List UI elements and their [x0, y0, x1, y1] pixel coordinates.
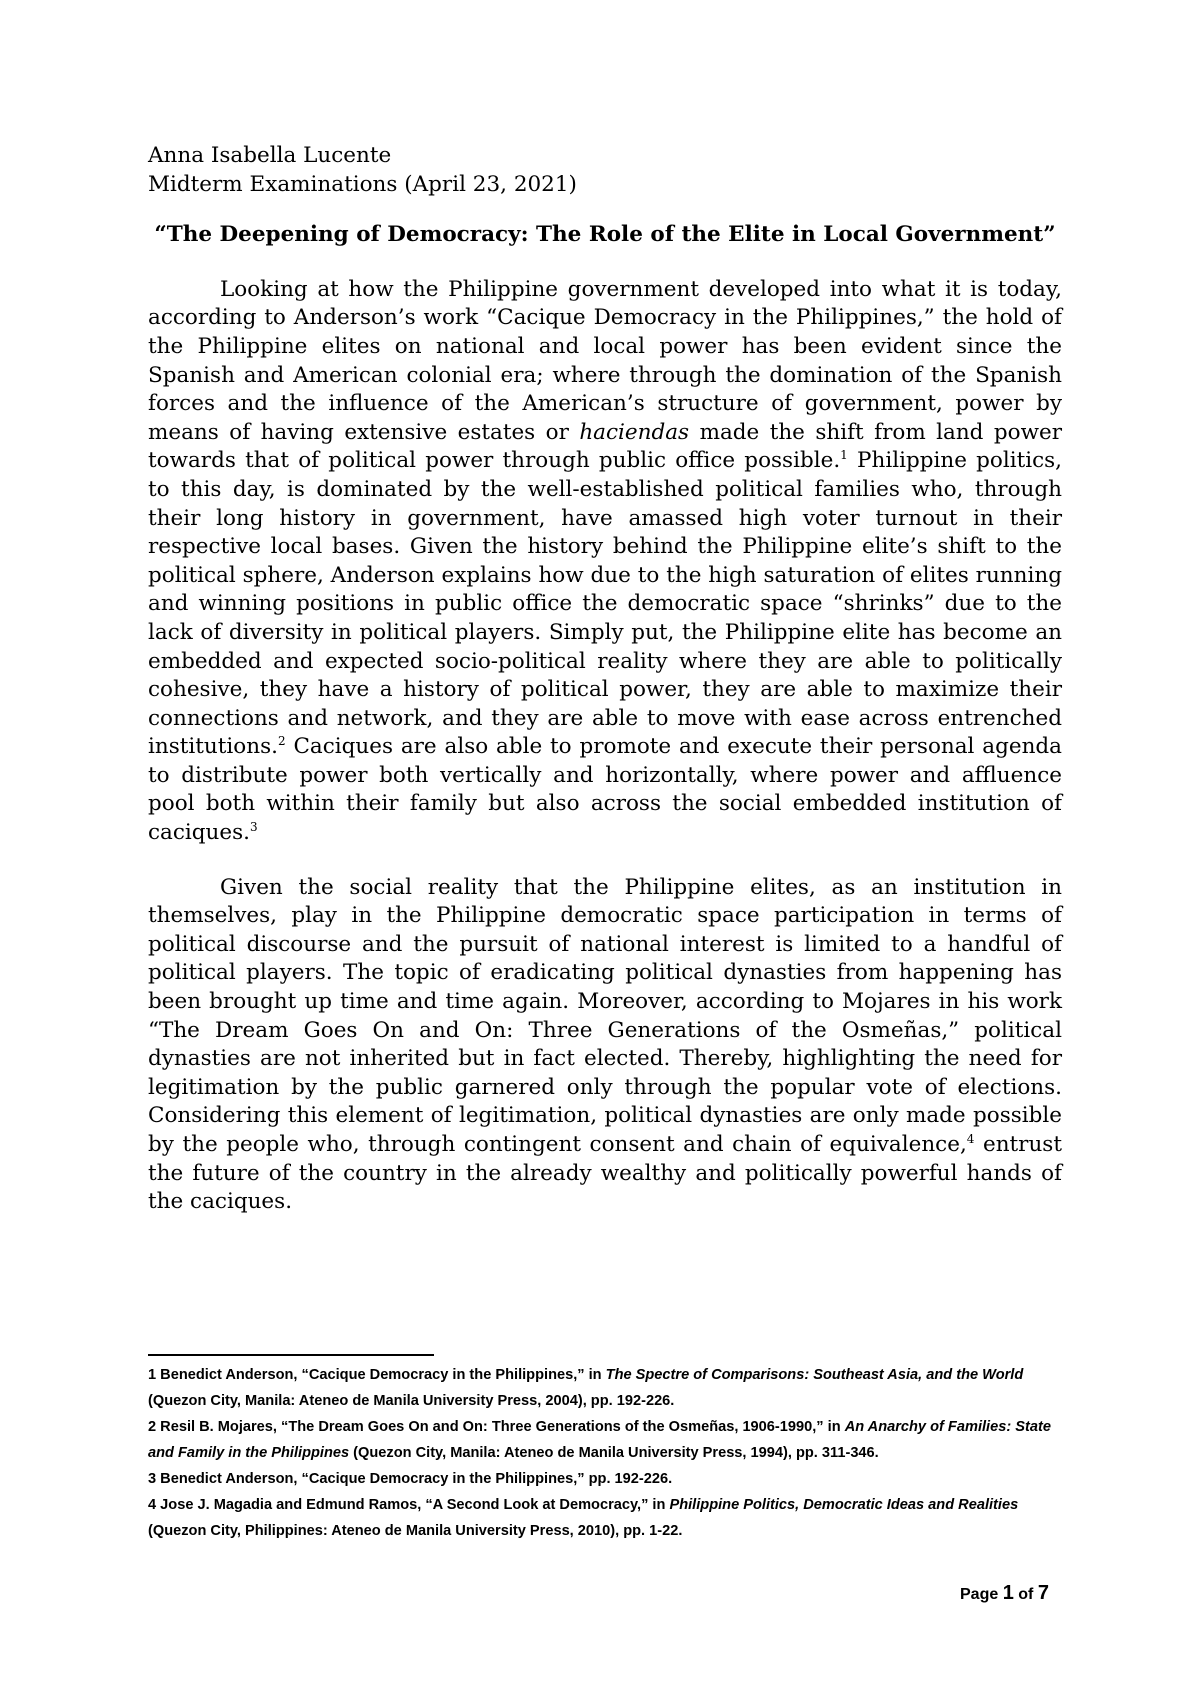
- fn1-post: (Quezon City, Manila: Ateneo de Manila University Press, 2004), pp. 192-226.: [148, 1393, 675, 1409]
- p1-text-b: made the shift from land power towards that of political power through public office possible.: [148, 419, 1062, 474]
- footnote-ref-3[interactable]: 3: [249, 819, 258, 834]
- page-total: 7: [1037, 1582, 1049, 1604]
- fn1-italic: The Spectre of Comparisons: Southeast Asia, and the World: [605, 1367, 1024, 1383]
- page-number: [960, 1582, 1049, 1605]
- fn4-italic: Philippine Politics, Democratic Ideas and Realities: [669, 1497, 1019, 1513]
- footnote-ref-2[interactable]: 2: [277, 734, 286, 749]
- p2-text-a: Given the social reality that the Philippine elites, as an institution in themselves, play in the Philippine democratic space participation in terms of political discourse and the pursuit of national interest is limited to a handful of political players. The topic of eradicating political dynasties from happening has been brought up time and time again. Moreover, according to Mojares in his work “The Dream Goes On and On: Three Generations of the Osmeñas,” political dynasties are not inherited but in fact elected. Thereby, highlighting the need for legitimation by the public garnered only through the popular vote of elections. Considering this element of legitimation, political dynasties are only made possible by the people who, through contingent consent and chain of equivalence,: [148, 874, 1062, 1157]
- page-current: 1: [1002, 1582, 1014, 1604]
- p1-text-c: Philippine politics, to this day, is dominated by the well-established political families who, through their long history in government, have amassed high voter turnout in their respective local bases. Given the history behind the Philippine elite’s shift to the political sphere, Anderson explains how due to the high saturation of elites running and winning positions in public office the democratic space “shrinks” due to the lack of diversity in political players. Simply put, the Philippine elite has become an embedded and expected socio-political reality where they are able to politically cohesive, they have a history of political power, they are able to maximize their connections and network, and they are able to move with ease across entrenched institutions.: [148, 448, 1062, 760]
- footnote-separator: [148, 1354, 434, 1356]
- document-body: [148, 142, 1062, 1217]
- fn1-pre: 1 Benedict Anderson, “Cacique Democracy in the Philippines,” in: [148, 1367, 602, 1383]
- footnote-1: [148, 1362, 1068, 1414]
- fn3-text: 3 Benedict Anderson, “Cacique Democracy in the Philippines,” pp. 192-226.: [148, 1471, 673, 1487]
- fn4-post: (Quezon City, Philippines: Ateneo de Manila University Press, 2010), pp. 1-22.: [148, 1523, 683, 1539]
- exam-title: Midterm Examinations (April 23, 2021): [148, 171, 577, 197]
- fn2-pre: 2 Resil B. Mojares, “The Dream Goes On and On: Three Generations of the Osmeñas, 1906-1990,” in: [148, 1419, 841, 1435]
- page-label: Page: [960, 1586, 999, 1603]
- p1-text-d: Caciques are also able to promote and execute their personal agenda to distribute power both vertically and horizontally, where power and affluence pool both within their family but also across the social embedded institution of caciques.: [148, 734, 1062, 846]
- footnote-2: [148, 1414, 1068, 1466]
- p1-italic-haciendas: haciendas: [579, 419, 690, 445]
- footnote-ref-1[interactable]: 1: [840, 448, 848, 463]
- fn4-pre: 4 Jose J. Magadia and Edmund Ramos, “A Second Look at Democracy,” in: [148, 1497, 666, 1513]
- footnote-4: [148, 1492, 1068, 1544]
- footnote-ref-4[interactable]: 4: [966, 1131, 975, 1146]
- paragraph-1: [148, 276, 1062, 848]
- paragraph-2: [148, 874, 1062, 1217]
- fn2-italic: An Anarchy of Families: State and Family in the Philippines: [148, 1419, 1051, 1461]
- fn2-post: (Quezon City, Manila: Ateneo de Manila University Press, 1994), pp. 311-346.: [353, 1445, 879, 1461]
- p1-text-a: Looking at how the Philippine government developed into what it is today, according to Anderson’s work “Cacique Democracy in the Philippines,” the hold of the Philippine elites on national and local power has been evident since the Spanish and American colonial era; where through the domination of the Spanish forces and the influence of the American’s structure of government, power by means of having extensive estates or: [148, 276, 1062, 445]
- author-name: Anna Isabella Lucente: [148, 143, 392, 168]
- p2-text-b: entrust the future of the country in the already wealthy and politically powerful hands of the caciques.: [148, 1132, 1062, 1215]
- essay-title: “The Deepening of Democracy: The Role of the Elite in Local Government”: [154, 222, 1056, 248]
- footnotes: [148, 1362, 1068, 1544]
- page-of: of: [1018, 1586, 1034, 1603]
- footnote-3: [148, 1466, 1068, 1492]
